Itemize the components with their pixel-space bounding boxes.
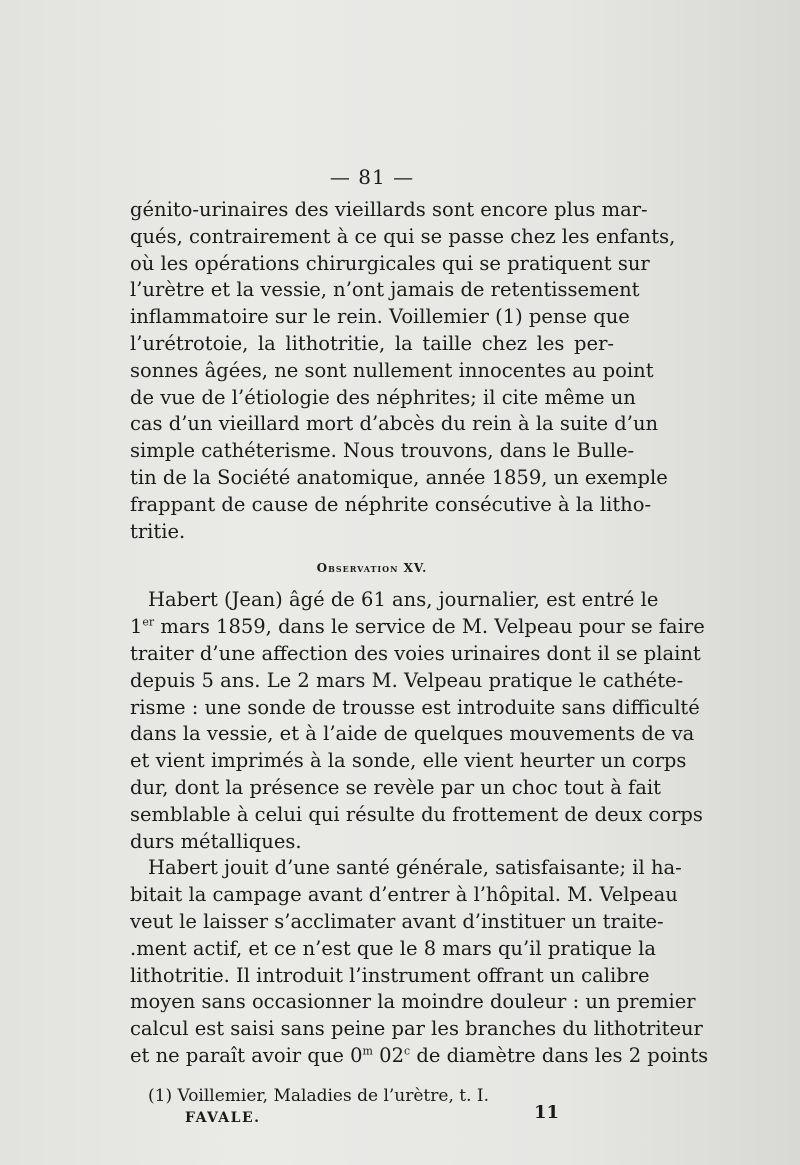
ordinal-suffix: er (142, 615, 155, 629)
text-line (130, 1043, 709, 1070)
page-number-header: — 81 — (329, 165, 415, 189)
text-line: inflammatoire sur le rein. Voillemier (1) pense que (130, 305, 630, 329)
text-line: dur, dont la présence se revèle par un choc tout à fait (130, 775, 661, 799)
unit-superscript: m (362, 1044, 373, 1058)
observation-heading: Observation XV. (316, 561, 428, 576)
unit-superscript: c (403, 1044, 411, 1058)
text-line: l’urétrotoie, la lithotritie, la taille chez les per- (130, 331, 614, 355)
text-line: où les opérations chirurgicales qui se pratiquent sur (130, 251, 650, 275)
text-line: traiter d’une affection des voies urinaires dont il se plaint (130, 641, 701, 665)
signature-row (130, 1101, 614, 1132)
text-fragment: 02 (372, 1043, 404, 1067)
sheet-number: 11 (534, 1101, 560, 1123)
text-line: et vient imprimés à la sonde, elle vient heurter un corps (130, 749, 687, 773)
ordinal-number: 1 (130, 615, 143, 639)
text-line: lithotritie. Il introduit l’instrument offrant un calibre (130, 963, 650, 987)
text-line: tin de la Société anatomique, année 1859, un exemple (130, 465, 668, 489)
paragraph-1 (130, 197, 676, 545)
text-line: durs métalliques. (130, 829, 302, 853)
text-fragment: mars 1859, dans le service de M. Velpeau pour se faire (154, 615, 705, 639)
footnote-spacer (130, 1070, 614, 1084)
text-block (130, 165, 709, 1132)
text-line: de vue de l’étiologie des néphrites; il cite même un (130, 385, 636, 409)
text-line: sonnes âgées, ne sont nullement innocentes au point (130, 358, 654, 382)
text-line: risme : une sonde de trousse est introduite sans difficulté (130, 695, 700, 719)
text-line: .ment actif, et ce n’est que le 8 mars qu’il pratique la (130, 936, 656, 960)
text-line: génito-urinaires des vieillards sont encore plus mar- (130, 198, 648, 221)
text-line: cas d’un vieillard mort d’abcès du rein à la suite d’un (130, 412, 659, 436)
text-line: l’urètre et la vessie, n’ont jamais de retentissement (130, 278, 640, 302)
text-line: Habert (Jean) âgé de 61 ans, journalier, est entré le (148, 588, 659, 612)
text-line: frappant de cause de néphrite consécutive à la litho- (130, 492, 652, 516)
paragraph-2 (130, 587, 705, 855)
text-fragment: de diamètre dans les 2 points (410, 1043, 709, 1067)
text-line: semblable à celui qui résulte du frottement de deux corps (130, 802, 703, 826)
printer-signature: FAVALE. (185, 1109, 261, 1126)
text-line: dans la vessie, et à l’aide de quelques mouvements de va (130, 722, 695, 746)
text-line: calcul est saisi sans peine par les branches du lithotriteur (130, 1017, 703, 1041)
text-line: Habert jouit d’une santé générale, satisfaisante; il ha- (148, 856, 682, 880)
text-line: veut le laisser s’acclimater avant d’instituer un traite- (130, 909, 664, 933)
text-line: moyen sans occasionner la moindre douleur : un premier (130, 990, 696, 1014)
text-line: qués, contrairement à ce qui se passe chez les enfants, (130, 224, 676, 248)
text-line: simple cathéterisme. Nous trouvons, dans le Bulle- (130, 439, 635, 463)
text-line: tritie. (130, 519, 186, 543)
text-line: depuis 5 ans. Le 2 mars M. Velpeau pratique le cathéte- (130, 668, 684, 692)
text-fragment: et ne paraît avoir que 0 (130, 1043, 363, 1067)
paragraph-3 (130, 855, 709, 1069)
text-line: bitait la campage avant d’entrer à l’hôpital. M. Velpeau (130, 883, 678, 907)
text-line (130, 614, 705, 641)
footnote: (1) Voillemier, Maladies de l’urètre, t. I. (148, 1085, 490, 1106)
